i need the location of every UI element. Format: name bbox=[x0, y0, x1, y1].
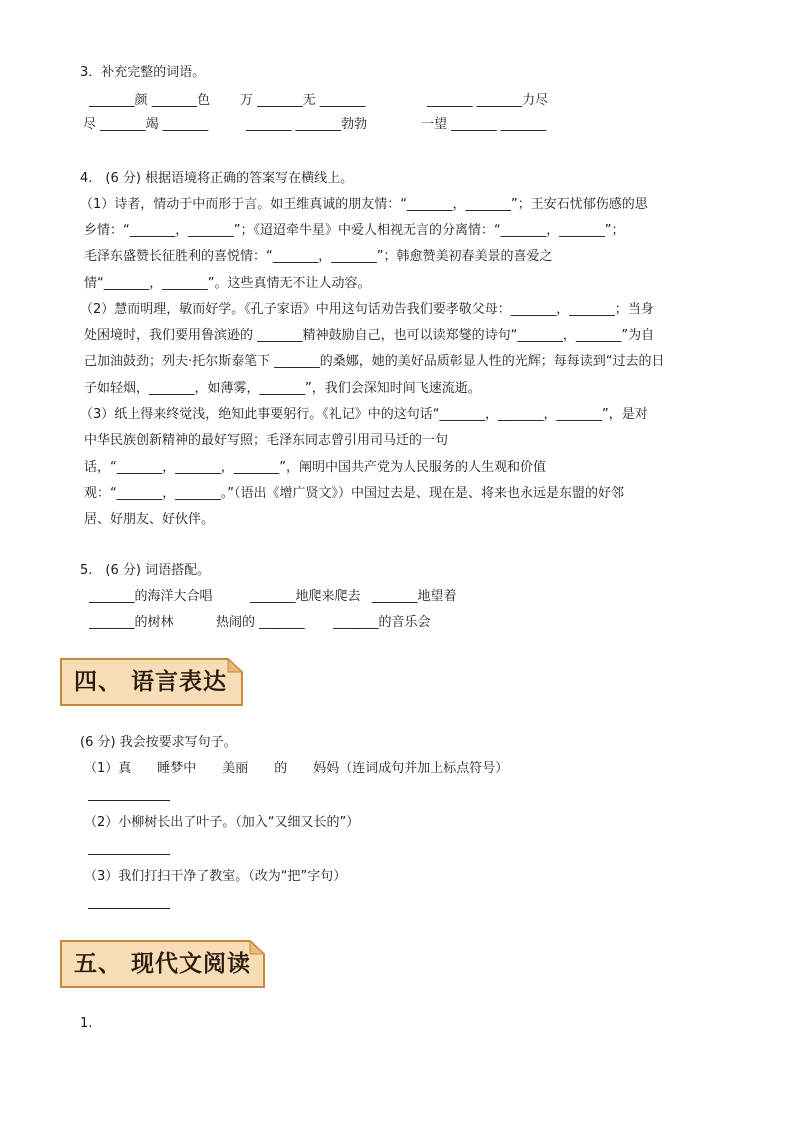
answer-line bbox=[88, 908, 170, 909]
q4-line: 情“_______，_______”。这些真情无不让人动容。 bbox=[84, 276, 371, 291]
q5-match-item: _______的树林 bbox=[89, 615, 174, 630]
q3-blank-group: _______ _______力尽 bbox=[427, 93, 549, 108]
q4-line: 话，“_______，_______，_______”，阐明中国共产党为人民服务的人生观和价值 bbox=[84, 460, 546, 475]
q4-line: 处困境时，我们要用鲁滨逊的 _______精神鼓励自己，也可以读郑燮的诗句“_______，_______”为自 bbox=[84, 328, 655, 343]
q3-blank-group: 万 _______无 _______ bbox=[240, 93, 366, 108]
section-4-banner bbox=[60, 658, 244, 706]
section-5-banner bbox=[60, 940, 266, 988]
q3-blank-group: 一望 _______ _______ bbox=[421, 117, 547, 132]
q3-blank-group: 尽 _______竭 _______ bbox=[83, 117, 209, 132]
q4-line: （2）慧而明理，敏而好学。《孔子家语》中用这句话劝告我们要孝敬父母：_______，_______；当身 bbox=[80, 302, 654, 317]
q4-line: 观：“_______，_______。”（语出《增广贤文》）中国过去是、现在是、将来也永远是东盟的好邻 bbox=[84, 486, 624, 501]
q4-title: 4. (6 分) 根据语境将正确的答案写在横线上。 bbox=[80, 171, 354, 186]
section-4-heading: 四、 语言表达 bbox=[74, 669, 228, 695]
q5-match-item: _______的海洋大合唱 bbox=[89, 589, 213, 604]
section-5-heading: 五、 现代文阅读 bbox=[74, 951, 252, 977]
q4-line: （1）诗者，情动于中而形于言。如王维真诚的朋友情：“_______，_______”；王安石忧郁伤感的思 bbox=[80, 197, 648, 212]
s4-item-1: （1）真 睡梦中 美丽 的 妈妈（连词成句并加上标点符号） bbox=[84, 761, 509, 776]
q3-title: 3．补充完整的词语。 bbox=[80, 65, 206, 80]
q4-line: 己加油鼓劲；列夫·托尔斯泰笔下 _______的桑娜，她的美好品质彰显人性的光辉；每每读到“过去的日 bbox=[84, 354, 665, 369]
q4-line: 居、好朋友、好伙伴。 bbox=[84, 512, 215, 527]
q4-line: 中华民族创新精神的最好写照；毛泽东同志曾引用司马迁的一句 bbox=[84, 433, 449, 448]
q5-match-item: 热闹的 _______ bbox=[216, 615, 305, 630]
q5-match-item: _______地望着 bbox=[372, 589, 457, 604]
s4-intro: (6 分) 我会按要求写句子。 bbox=[80, 735, 237, 750]
answer-line bbox=[88, 800, 170, 801]
q4-line: （3）纸上得来终觉浅，绝知此事要躬行。《礼记》中的这句话“_______，_______，_______”，是对 bbox=[80, 407, 648, 422]
q5-match-item: _______的音乐会 bbox=[333, 615, 431, 630]
s4-item-2: （2）小柳树长出了叶子。（加入“又细又长的”） bbox=[84, 815, 360, 830]
q4-line: 子如轻烟，_______，如薄雾，_______”，我们会深知时间飞速流逝。 bbox=[84, 381, 481, 396]
q5-match-item: _______地爬来爬去 bbox=[250, 589, 361, 604]
q4-line: 乡情：“_______，_______”；《迢迢牵牛星》中爱人相视无言的分离情：“_______，_______”； bbox=[84, 223, 625, 238]
q3-blank-group: _______ _______勃勃 bbox=[246, 117, 368, 132]
q3-blank-group: _______颜 _______色 bbox=[89, 93, 211, 108]
answer-line bbox=[88, 854, 170, 855]
q4-line: 毛泽东盛赞长征胜利的喜悦情：“_______，_______”；韩愈赞美初春美景的喜爱之 bbox=[84, 249, 553, 264]
s5-item-1: 1. bbox=[80, 1016, 93, 1031]
s4-item-3: （3）我们打扫干净了教室。（改为“把”字句） bbox=[84, 869, 347, 884]
q5-title: 5. (6 分) 词语搭配。 bbox=[80, 563, 211, 578]
